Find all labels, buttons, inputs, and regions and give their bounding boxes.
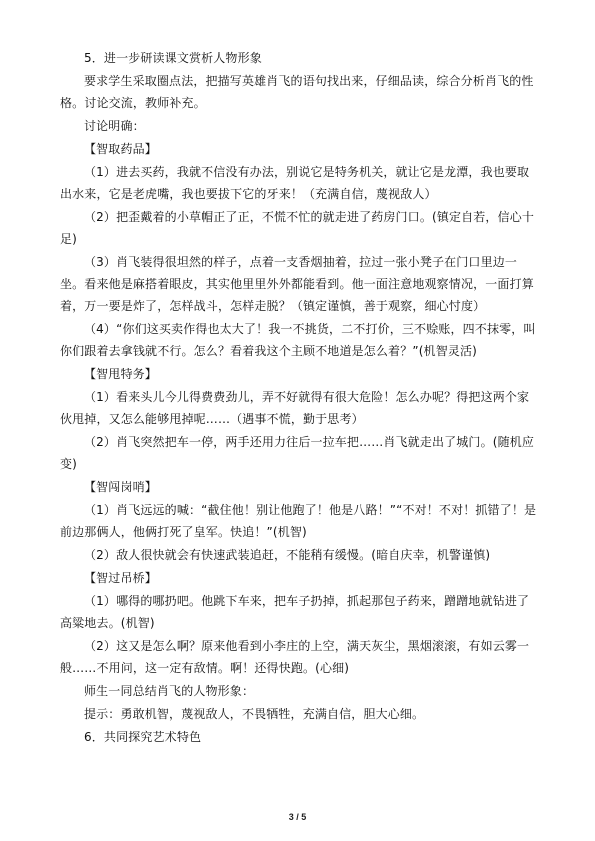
paragraph: 提示：勇敢机智，蔑视敌人，不畏牺牲，充满自信，胆大心细。 (84, 707, 425, 721)
subsection-heading: 【智甩特务】 (84, 367, 157, 381)
paragraph: （1）看来头儿今儿得费费劲儿，弄不好就得有很大危险！怎么办呢？得把这两个家伙甩掉，又怎么能够甩掉呢……（遇事不慌，勤于思考） (60, 390, 530, 426)
paragraph: 要求学生采取圈点法，把描写英雄肖飞的语句找出来，仔细品读，综合分析肖飞的性格。讨论交流，教师补充。 (60, 74, 534, 110)
document-body (60, 47, 538, 749)
paragraph: 师生一同总结肖飞的人物形象： (84, 684, 255, 698)
paragraph: （2）把歪戴着的小草帽正了正，不慌不忙的就走进了药房门口。(镇定自若，信心十足) (60, 210, 535, 246)
subsection-heading: 【智闯岗哨】 (84, 480, 157, 494)
subsection-heading: 【智过吊桥】 (84, 571, 157, 585)
paragraph: （3）肖飞装得很坦然的样子，点着一支香烟抽着，拉过一张小凳子在门口里边一坐。看来他是麻搭着眼皮，其实他里里外外都能看到。他一面注意地观察情况，一面打算着，万一要是炸了，怎样战斗，怎样走脱？（镇定谨慎，善于观察，细心忖度） (60, 255, 534, 313)
paragraph: （2）肖飞突然把车一停，两手还用力往后一拉车把……肖飞就走出了城门。(随机应变) (60, 435, 535, 471)
page-number: 3 / 5 (288, 812, 307, 822)
paragraph: （1）肖飞远远的喊：“截住他！别让他跑了！他是八路！”“不对！不对！抓错了！是前边那俩人，他俩打死了皇军。快追！”(机智) (60, 503, 537, 539)
paragraph: 讨论明确： (84, 119, 145, 133)
section-heading: 6．共同探究艺术特色 (84, 730, 202, 744)
paragraph: （2）这又是怎么啊？原来他看到小李庄的上空，满天灰尘，黑烟滚滚，有如云雾一般……不用问，这一定有敌情。啊！还得快跑。(心细) (60, 639, 530, 675)
paragraph: （2）敌人很快就会有快速武装追赶，不能稍有缓慢。(暗自庆幸，机警谨慎) (84, 548, 491, 562)
paragraph: （4）“你们这买卖作得也太大了！我一不挑货，二不打价，三不赊账，四不抹零，叫你们跟着去拿钱就不行。怎么？看着我这个主顾不地道是怎么着？”(机智灵活) (60, 322, 536, 358)
paragraph: （1）哪得的哪扔吧。他跳下车来，把车子扔掉，抓起那包子药来，蹭蹭地就钻进了高粱地去。(机智) (60, 594, 530, 630)
subsection-heading: 【智取药品】 (84, 142, 157, 156)
section-heading: 5．进一步研读课文赏析人物形象 (84, 51, 262, 65)
paragraph: （1）进去买药，我就不信没有办法，别说它是特务机关，就让它是龙潭，我也要取出水来，它是老虎嘴，我也要拔下它的牙来！（充满自信，蔑视敌人） (60, 165, 530, 201)
